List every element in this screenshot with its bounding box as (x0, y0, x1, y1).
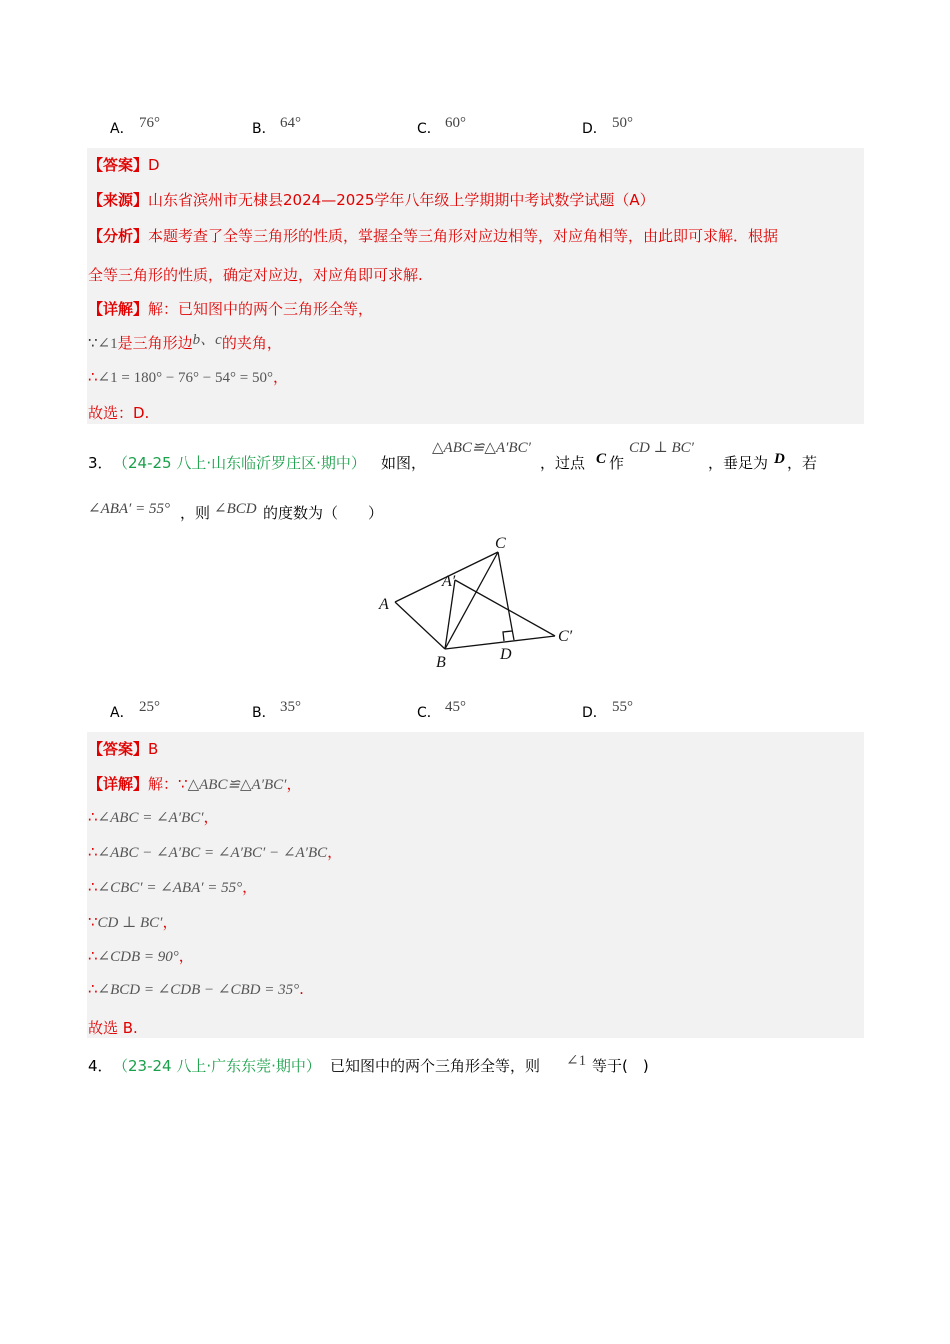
because-symbol: ∵ (88, 334, 98, 352)
q2-option-b-value: 64° (280, 115, 301, 131)
q3-step-6 (88, 980, 304, 999)
q3-step-5-end: ， (178, 947, 194, 965)
q3-text-d: ，垂足为 (708, 454, 769, 472)
q2-source-line (88, 189, 655, 210)
q2-conclusion: 故选：D. (88, 404, 150, 422)
q3-step-4-math: CD ⊥ BC′ (97, 915, 163, 931)
q2-source: 山东省滨州市无棣县2024—2025学年八年级上学期期中考试数学试题（A） (148, 191, 655, 209)
q2-detail-line-3 (88, 366, 288, 387)
q3-step-1-math: ∠ABC = ∠A′BC′ (97, 810, 204, 826)
label-a: A (379, 596, 389, 613)
because-symbol: ∵ (178, 775, 188, 793)
q4-text-a: 已知图中的两个三角形全等，则 (330, 1057, 541, 1075)
q2-answer-line (88, 154, 160, 175)
q3-text-a: 如图， (381, 454, 427, 472)
q2-angle-1: ∠1 (97, 336, 118, 352)
q3-step-0-end: ， (286, 775, 302, 793)
therefore-symbol: ∴ (88, 368, 98, 386)
segment-bc (445, 552, 498, 649)
q3-given-angle: ∠ABA′ = 55° (88, 501, 170, 517)
q2-analysis-tag: 【分析】 (88, 227, 149, 245)
q3-step-2-math: ∠ABC − ∠A′BC = ∠A′BC′ − ∠A′BC (97, 845, 328, 861)
q3-step-5-math: ∠CDB = 90° (97, 949, 179, 965)
therefore-symbol: ∴ (88, 947, 98, 965)
q3-perpendicular: CD ⊥ BC′ (629, 440, 694, 456)
q2-detail-2b: 的夹角， (221, 334, 282, 352)
q3-text-c: 作 (609, 454, 625, 472)
q2-detail-1: 解：已知图中的两个三角形全等， (148, 300, 374, 318)
q3-step-5 (88, 945, 194, 966)
segment-ab (395, 602, 445, 649)
q4-number: 4． (88, 1057, 113, 1075)
q2-analysis-1: 本题考查了全等三角形的性质，掌握全等三角形对应边相等，对应角相等，由此即可求解．根据 (148, 227, 779, 245)
q3-geometry-figure (370, 528, 585, 673)
q2-analysis-line-1 (88, 225, 778, 246)
q3-step-4-end: ， (162, 913, 178, 931)
q2-source-tag: 【来源】 (88, 191, 149, 209)
q3-point-d: D (774, 451, 785, 467)
q3-answer: B (148, 740, 159, 758)
label-b: B (436, 654, 446, 671)
label-d: D (500, 646, 512, 663)
q4-angle-1: ∠1 (566, 1053, 587, 1069)
q3-step-6-end: . (299, 980, 304, 998)
q3-answer-line (88, 738, 158, 759)
q2-option-a-letter: A． (110, 121, 134, 137)
q3-option-b-value: 35° (280, 699, 301, 715)
q3-option-a-letter: A． (110, 705, 134, 721)
q2-sides-bc: b、c (192, 332, 222, 348)
q3-step-1 (88, 806, 219, 827)
q2-detail-3-math: ∠1 = 180° − 76° − 54° = 50° (97, 370, 273, 386)
q3-step-2 (88, 841, 342, 862)
q3-source-tag: （24-25 八上·山东临沂罗庄区·期中） (113, 454, 366, 472)
right-angle-mark (503, 631, 512, 641)
q3-step-4 (88, 911, 177, 932)
q3-conclusion: 故选 B. (88, 1019, 138, 1037)
q2-option-c-letter: C． (417, 121, 441, 137)
q3-text-g: 的度数为（ ） (263, 504, 384, 522)
q2-detail-3-end: ， (272, 368, 288, 386)
segment-cd (498, 552, 514, 640)
label-c1: C′ (558, 628, 573, 645)
q3-option-a-value: 25° (139, 699, 160, 715)
q2-detail-line-2 (88, 332, 282, 353)
q2-option-d-letter: D． (582, 121, 607, 137)
q4-text-b: 等于( ) (592, 1057, 649, 1075)
because-symbol: ∵ (88, 913, 98, 931)
therefore-symbol: ∴ (88, 980, 98, 998)
q3-option-d-value: 55° (612, 699, 633, 715)
q3-step-3-math: ∠CBC′ = ∠ABA′ = 55° (97, 880, 243, 896)
q3-step-2-end: ， (327, 843, 343, 861)
therefore-symbol: ∴ (88, 843, 98, 861)
q3-step-3-end: ， (242, 878, 258, 896)
q3-detail-tag: 【详解】 (88, 775, 149, 793)
q3-point-c: C (596, 451, 607, 467)
q3-congruence: △ABC≌△A′BC′ (432, 440, 531, 456)
q2-option-b-letter: B． (252, 121, 276, 137)
q2-analysis-line-2 (88, 264, 423, 285)
q3-text-f: ，则 (180, 504, 211, 522)
q2-answer: D (148, 156, 160, 174)
therefore-symbol: ∴ (88, 878, 98, 896)
q2-option-a-value: 76° (139, 115, 160, 131)
q2-detail-tag: 【详解】 (88, 300, 149, 318)
q4-source-tag: （23-24 八上·广东东莞·期中） (113, 1057, 321, 1075)
q3-step-0-math: △ABC≌△A′BC′ (187, 777, 287, 793)
q2-option-d-value: 50° (612, 115, 633, 131)
therefore-symbol: ∴ (88, 808, 98, 826)
q3-text-e: ，若 (787, 454, 818, 472)
q3-step-1-end: ， (203, 808, 219, 826)
q3-option-b-letter: B． (252, 705, 276, 721)
q2-answer-tag: 【答案】 (88, 156, 149, 174)
q3-step-6-math: ∠BCD = ∠CDB − ∠CBD = 35° (97, 982, 300, 998)
q2-detail-line-1 (88, 298, 373, 319)
q2-detail-2a: 是三角形边 (117, 334, 193, 352)
q3-step-3 (88, 876, 257, 897)
q3-option-c-value: 45° (445, 699, 466, 715)
q3-target-angle: ∠BCD (214, 501, 257, 517)
q2-option-c-value: 60° (445, 115, 466, 131)
label-a1: A′ (442, 573, 456, 590)
q3-text-b: ，过点 (540, 454, 586, 472)
q3-detail-line-0 (88, 773, 301, 794)
q3-option-d-letter: D． (582, 705, 607, 721)
q2-analysis-2: 全等三角形的性质，确定对应边，对应角即可求解. (88, 266, 423, 284)
q3-option-c-letter: C． (417, 705, 441, 721)
q3-answer-tag: 【答案】 (88, 740, 149, 758)
label-c: C (495, 535, 506, 552)
q3-detail-lead: 解： (148, 775, 179, 793)
q3-number: 3． (88, 454, 113, 472)
